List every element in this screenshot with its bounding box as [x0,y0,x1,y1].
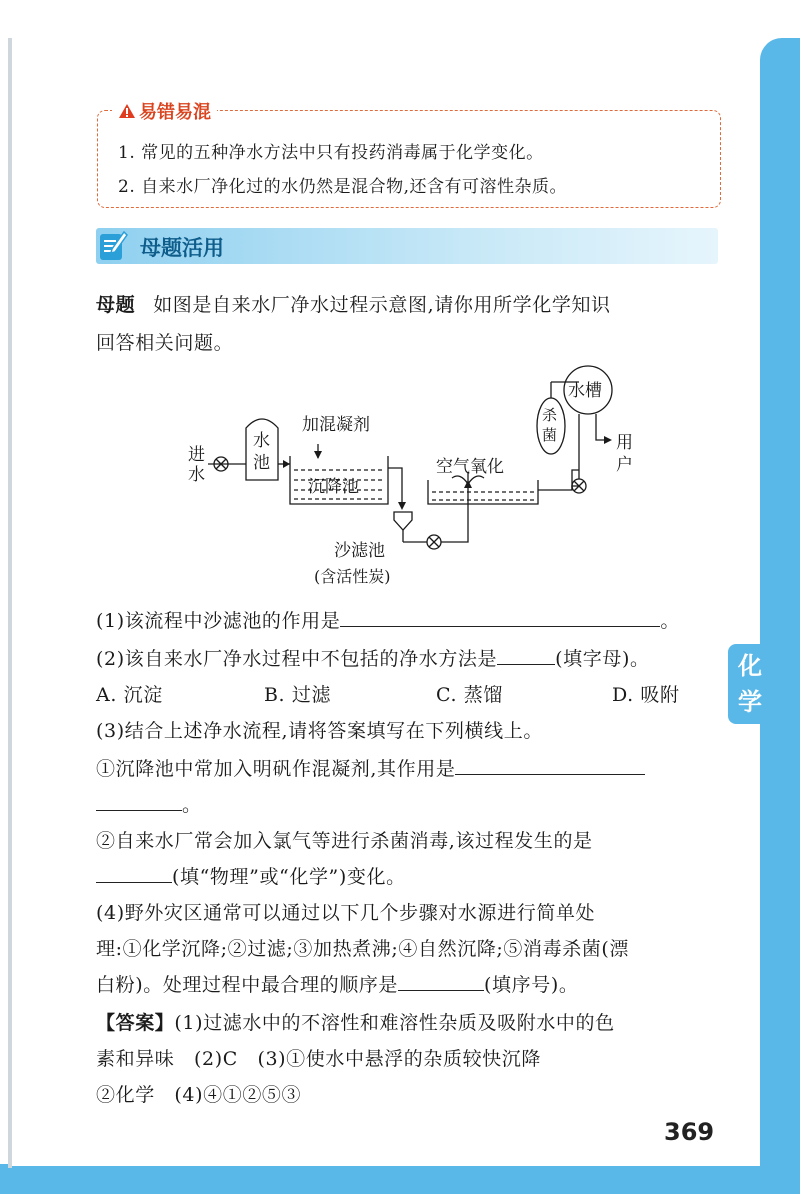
label-user-2: 户 [616,455,633,475]
page-number: 369 [664,1118,715,1146]
question-1-end: 。 [660,610,680,632]
warning-icon [118,103,136,119]
pencil-note-icon [98,230,128,262]
question-3-1-end: 。 [182,794,202,816]
question-3-2-cont [96,862,406,889]
subject-tab-char-2: 学 [738,688,762,716]
label-air-oxidation: 空气氧化 [436,457,504,477]
option-d: D. 吸附 [612,684,680,706]
warning-item-2: 2. 自来水厂净化过的水仍然是混合物,还含有可溶性杂质。 [118,177,568,197]
question-2 [96,644,650,671]
option-b: B. 过滤 [264,684,332,706]
label-water-pool-2: 池 [253,453,270,473]
subject-tab-label [730,648,770,720]
answer-blank-1[interactable] [340,608,660,627]
answer-line-1 [96,1008,615,1035]
page-frame-bottom [0,1164,800,1194]
question-2-text: (2)该自来水厂净水过程中不包括的净水方法是 [96,648,498,670]
question-4-line-1: (4)野外灾区通常可以通过以下几个步骤对水源进行简单处 [96,902,596,924]
water-treatment-diagram [170,360,650,590]
problem-intro-line-1 [96,290,611,317]
label-inlet-1: 进 [188,445,205,465]
question-4-line-3 [96,970,578,997]
question-3-2: ②自来水厂常会加入氯气等进行杀菌消毒,该过程发生的是 [96,830,593,852]
question-3-1-cont [96,790,202,817]
question-2-end: (填字母)。 [555,648,650,670]
label-disinfect-2: 菌 [542,426,558,444]
answer-blank-3-1a[interactable] [455,756,645,775]
label-disinfect-1: 杀 [542,406,558,424]
answer-line-3: ②化学 (4)④①②⑤③ [96,1084,302,1106]
answer-text-1: (1)过滤水中的不溶性和难溶性杂质及吸附水中的色 [174,1012,615,1034]
answer-label: 【答案】 [96,1012,175,1034]
answer-blank-2[interactable] [497,646,555,665]
question-4-line-2: 理:①化学沉降;②过滤;③加热煮沸;④自然沉降;⑤消毒杀菌(漂 [96,938,630,960]
question-3: (3)结合上述净水流程,请将答案填写在下列横线上。 [96,720,543,742]
label-user-1: 用 [616,433,633,453]
problem-label: 母题 [96,294,136,316]
question-4-text: 白粉)。处理过程中最合理的顺序是 [96,974,399,996]
label-inlet-2: 水 [188,465,205,485]
question-4-end: (填序号)。 [484,974,579,996]
warning-title-text: 易错易混 [139,102,211,123]
question-2-options [96,680,680,707]
label-settling-tank: 沉降池 [308,477,359,497]
option-c: C. 蒸馏 [436,684,503,706]
section-title: 母题活用 [140,236,224,260]
label-water-tank: 水槽 [568,381,602,401]
label-coagulant: 加混凝剂 [302,415,370,435]
question-3-1-text: ①沉降池中常加入明矾作混凝剂,其作用是 [96,758,456,780]
question-1 [96,606,680,633]
problem-intro-text: 如图是自来水厂净水过程示意图,请你用所学化学知识 [153,294,611,316]
answer-blank-4[interactable] [398,972,484,991]
page-frame-right [760,38,800,1168]
problem-intro-line-2: 回答相关问题。 [96,332,234,354]
subject-tab-char-1: 化 [738,652,762,680]
label-sand-filter: 沙滤池 [334,541,385,561]
question-3-1 [96,754,645,781]
warning-title [112,98,217,124]
label-water-pool-1: 水 [253,431,270,451]
label-activated-carbon: (含活性炭) [314,567,391,586]
answer-line-2: 素和异味 (2)C (3)①使水中悬浮的杂质较快沉降 [96,1048,541,1070]
question-3-2-end: (填“物理”或“化学”)变化。 [172,866,406,888]
answer-blank-3-1b[interactable] [96,792,182,811]
question-1-text: (1)该流程中沙滤池的作用是 [96,610,341,632]
option-a: A. 沉淀 [96,684,163,706]
answer-blank-3-2[interactable] [96,864,172,883]
warning-item-1: 1. 常见的五种净水方法中只有投药消毒属于化学变化。 [118,143,544,163]
